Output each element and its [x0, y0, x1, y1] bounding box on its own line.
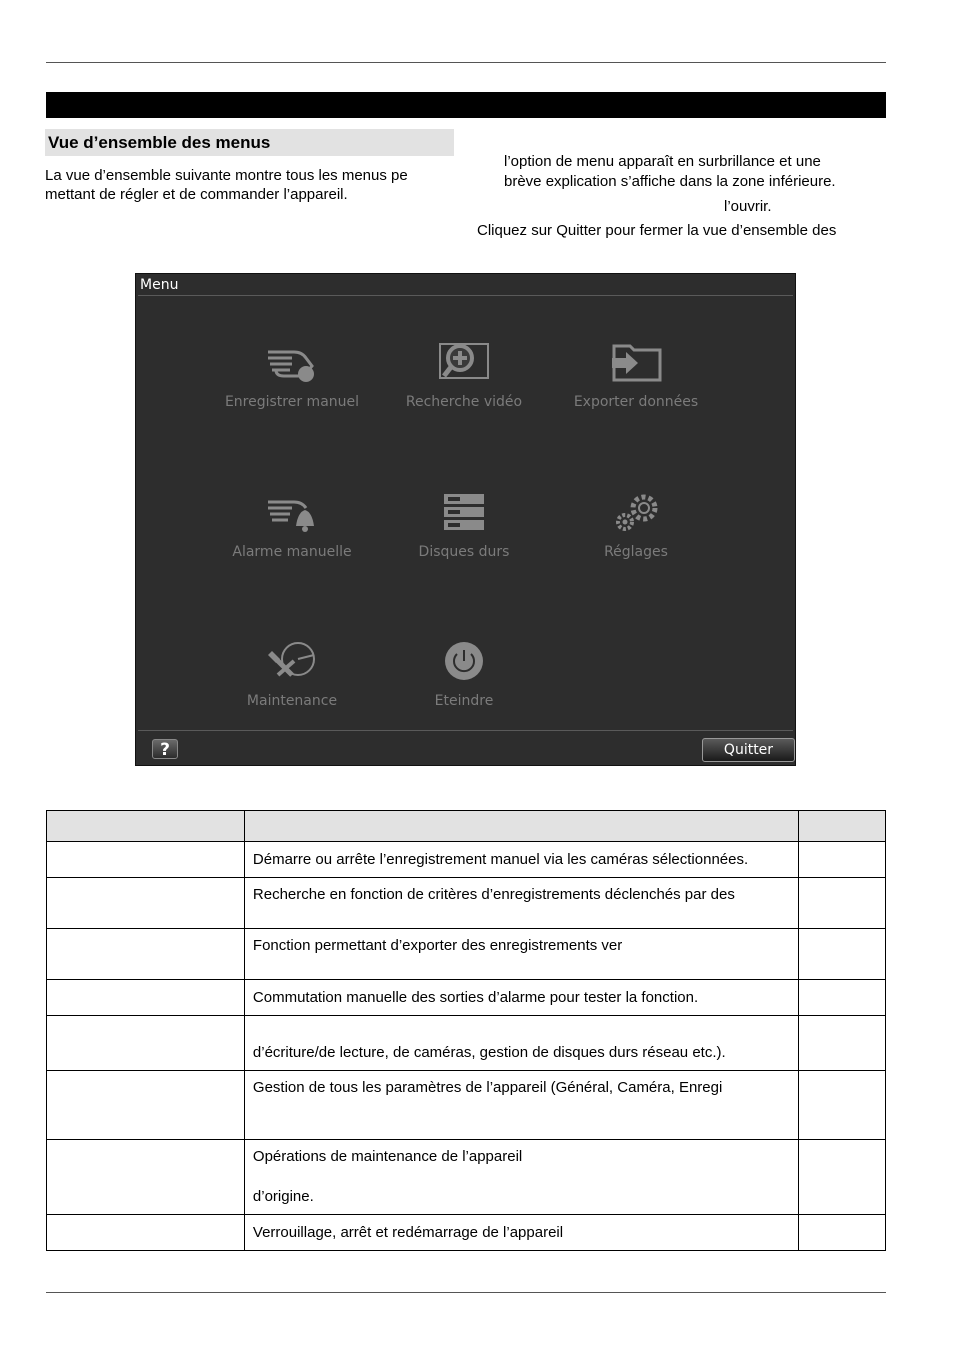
- intro-right-line-3: l’ouvrir.: [724, 198, 772, 215]
- folder-export-icon: [608, 340, 664, 384]
- table-cell-menu: [47, 1140, 245, 1215]
- intro-right-line-1: l’option de menu apparaît en surbrillance et une: [504, 153, 821, 170]
- description-line: [253, 1098, 790, 1118]
- table-cell-page: [799, 1016, 886, 1071]
- table-row: [47, 1071, 886, 1140]
- description-line: [253, 1023, 790, 1043]
- menu-item-label: Exporter données: [573, 394, 699, 410]
- table-cell-description: [244, 1071, 798, 1140]
- table-cell-description: [244, 1215, 798, 1251]
- menu-item-settings[interactable]: [551, 490, 721, 560]
- description-line: [253, 905, 790, 921]
- description-line: d’écriture/de lecture, de caméras, gestion de disques durs réseau etc.).: [252, 1044, 726, 1061]
- description-line: Fonction permettant d’exporter des enregistrements ver: [252, 937, 623, 954]
- table-cell-description: [244, 878, 798, 929]
- description-line: [253, 956, 790, 972]
- intro-left-line-2: mettant de régler et de commander l’appareil.: [45, 186, 348, 203]
- intro-right-line-4: Cliquez sur Quitter pour fermer la vue d’ensemble des: [477, 222, 837, 239]
- description-line: Commutation manuelle des sorties d’alarme pour tester la fonction.: [252, 989, 699, 1006]
- table-cell-menu: [47, 929, 245, 980]
- menu-bottom-separator: [138, 730, 793, 731]
- table-header-cell: [799, 811, 886, 842]
- table-cell-description: [244, 842, 798, 878]
- table-cell-page: [799, 878, 886, 929]
- quit-button[interactable]: Quitter: [702, 738, 795, 762]
- table-cell-description: [244, 1016, 798, 1071]
- description-line: Opérations de maintenance de l’appareil: [252, 1148, 523, 1165]
- description-line: d’origine.: [252, 1188, 314, 1205]
- menu-title: Menu: [140, 277, 179, 293]
- description-line: [253, 1118, 790, 1132]
- menu-item-label: Disques durs: [418, 544, 510, 560]
- table-row: [47, 1140, 886, 1215]
- table-row: [47, 842, 886, 878]
- table-row: [47, 1215, 886, 1251]
- description-line: Gestion de tous les paramètres de l’appareil (Général, Caméra, Enregi: [252, 1079, 723, 1096]
- hand-bell-icon: [264, 490, 320, 534]
- wrench-disc-icon: [264, 639, 320, 683]
- bottom-rule: [46, 1292, 886, 1293]
- table-header-cell: [47, 811, 245, 842]
- table-cell-menu: [47, 878, 245, 929]
- table-cell-page: [799, 842, 886, 878]
- chapter-bar: [46, 92, 886, 118]
- table-cell-description: [244, 929, 798, 980]
- menu-item-maintenance[interactable]: [207, 639, 377, 709]
- menu-item-manual-record[interactable]: [207, 340, 377, 410]
- table-header-cell: [244, 811, 798, 842]
- menu-item-label: Recherche vidéo: [405, 394, 523, 410]
- table-cell-menu: [47, 1016, 245, 1071]
- menu-item-label: Alarme manuelle: [232, 544, 352, 560]
- menu-item-label: Eteindre: [434, 693, 494, 709]
- intro-right-line-2: brève explication s’affiche dans la zone inférieure.: [504, 173, 836, 190]
- table-row: [47, 980, 886, 1016]
- description-line: Recherche en fonction de critères d’enregistrements déclenchés par des: [252, 886, 735, 903]
- table-cell-page: [799, 1140, 886, 1215]
- description-line: Verrouillage, arrêt et redémarrage de l’appareil: [252, 1224, 564, 1241]
- menu-top-separator: [138, 295, 793, 296]
- video-search-icon: [436, 340, 492, 384]
- table-row: [47, 1016, 886, 1071]
- table-row: [47, 929, 886, 980]
- table-cell-page: [799, 980, 886, 1016]
- menu-item-label: Maintenance: [246, 693, 338, 709]
- table-cell-menu: [47, 980, 245, 1016]
- table-cell-page: [799, 1071, 886, 1140]
- gears-icon: [608, 490, 664, 534]
- menu-description-table: [46, 810, 886, 1251]
- menu-item-manual-alarm[interactable]: [207, 490, 377, 560]
- section-heading: Vue d’ensemble des menus: [45, 129, 454, 156]
- table-cell-menu: [47, 1071, 245, 1140]
- help-button[interactable]: ?: [152, 739, 178, 759]
- intro-left-line-1: La vue d’ensemble suivante montre tous les menus pe: [45, 167, 408, 184]
- table-header-row: [47, 811, 886, 842]
- menu-item-hard-disks[interactable]: [379, 490, 549, 560]
- table-cell-menu: [47, 842, 245, 878]
- table-cell-page: [799, 929, 886, 980]
- menu-item-label: Enregistrer manuel: [224, 394, 360, 410]
- description-line: Démarre ou arrête l’enregistrement manuel via les caméras sélectionnées.: [252, 851, 749, 868]
- menu-item-shutdown[interactable]: [379, 639, 549, 709]
- power-icon: [436, 639, 492, 683]
- menu-item-export-data[interactable]: [551, 340, 721, 410]
- menu-screenshot: [135, 273, 796, 766]
- table-cell-page: [799, 1215, 886, 1251]
- menu-item-label: Réglages: [604, 544, 668, 560]
- hard-disk-icon: [436, 490, 492, 534]
- top-rule: [46, 62, 886, 63]
- hand-record-icon: [264, 340, 320, 384]
- table-cell-description: [244, 980, 798, 1016]
- table-row: [47, 878, 886, 929]
- table-cell-description: [244, 1140, 798, 1215]
- menu-item-video-search[interactable]: [379, 340, 549, 410]
- table-cell-menu: [47, 1215, 245, 1251]
- description-line: [253, 1167, 790, 1187]
